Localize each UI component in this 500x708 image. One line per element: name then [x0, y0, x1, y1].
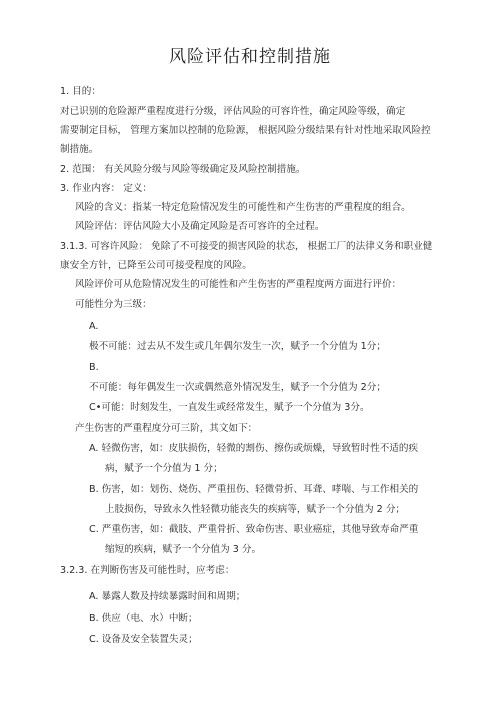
- list-item: C. 严重伤害，如：截肢、严重骨折、致命伤害、职业癌症，其他导致寿命严重: [89, 524, 419, 535]
- paragraph-line: 需要制定目标， 管理方案加以控制的危险源， 根据风险分级结果有针对性地采取风险控: [60, 125, 431, 136]
- list-item-continuation: 上肢损伤，导致永久性轻微功能丧失的疾病等，赋予一个分值为 2 分；: [105, 504, 406, 515]
- subsection-heading: 3.1.3. 可容许风险： 免除了不可接受的损害风险的状态， 根据工厂的法律义务和职业健: [60, 241, 433, 252]
- page-title: 风险评估和控制措施: [169, 47, 331, 67]
- list-item: B. 供应（电、水）中断；: [89, 613, 198, 624]
- paragraph-line: 风险评价可从危险情况发生的可能性和产生伤害的严重程度两方面进行评价：: [75, 279, 402, 290]
- list-item-continuation: 缩短的疾病，赋予一个分值为 3 分。: [105, 544, 262, 555]
- list-item-marker: B.: [89, 362, 99, 373]
- section-2-heading: 2. 范围： 有关风险分级与风险等级确定及风险控制措施。: [60, 164, 306, 175]
- paragraph-line: 康安全方针，已降至公司可接受程度的风险。: [60, 260, 252, 271]
- list-item: A. 暴露人数及持续暴露时间和周期；: [89, 591, 246, 602]
- list-item: 不可能：每年偶发生一次或偶然意外情况发生，赋予一个分值为 2分；: [89, 382, 386, 393]
- list-item: 极不可能：过去从不发生或几年偶尔发生一次，赋予一个分值为 1分；: [89, 341, 386, 352]
- paragraph-line: 风险的含义：指某一特定危险情况发生的可能性和产生伤害的严重程度的组合。: [75, 202, 411, 213]
- section-1-heading: 1. 目的：: [60, 86, 101, 97]
- list-item: C•可能：时刻发生，一直发生或经常发生，赋予一个分值为 3分。: [89, 402, 370, 413]
- section-3-heading: 3. 作业内容： 定义：: [60, 183, 153, 194]
- list-item-continuation: 病，赋予一个分值为 1 分；: [105, 463, 223, 474]
- list-item: A. 轻微伤害，如：皮肤损伤，轻微的割伤、擦伤或烦燥，导致暂时性不适的疾: [89, 443, 419, 454]
- subsection-heading: 3.2.3. 在判断伤害及可能性时，应考虑：: [60, 565, 235, 576]
- list-item: B. 伤害，如：划伤、烧伤、严重扭伤、轻微骨折、耳聋、哮喘、与工作相关的: [89, 484, 419, 495]
- paragraph-line: 制措施。: [60, 144, 99, 155]
- paragraph-line: 产生伤害的严重程度分可三阶，其文如下：: [75, 423, 258, 434]
- paragraph-line: 可能性分为三级：: [75, 299, 152, 310]
- paragraph-line: 风险评估：评估风险大小及确定风险是否可容许的全过程。: [75, 221, 325, 232]
- paragraph-line: 对已识别的危险源严重程度进行分级，评估风险的可容许性，确定风险等级，确定: [60, 106, 406, 117]
- list-item-marker: A.: [89, 321, 99, 332]
- list-item: C. 设备及安全装置失灵；: [89, 634, 198, 645]
